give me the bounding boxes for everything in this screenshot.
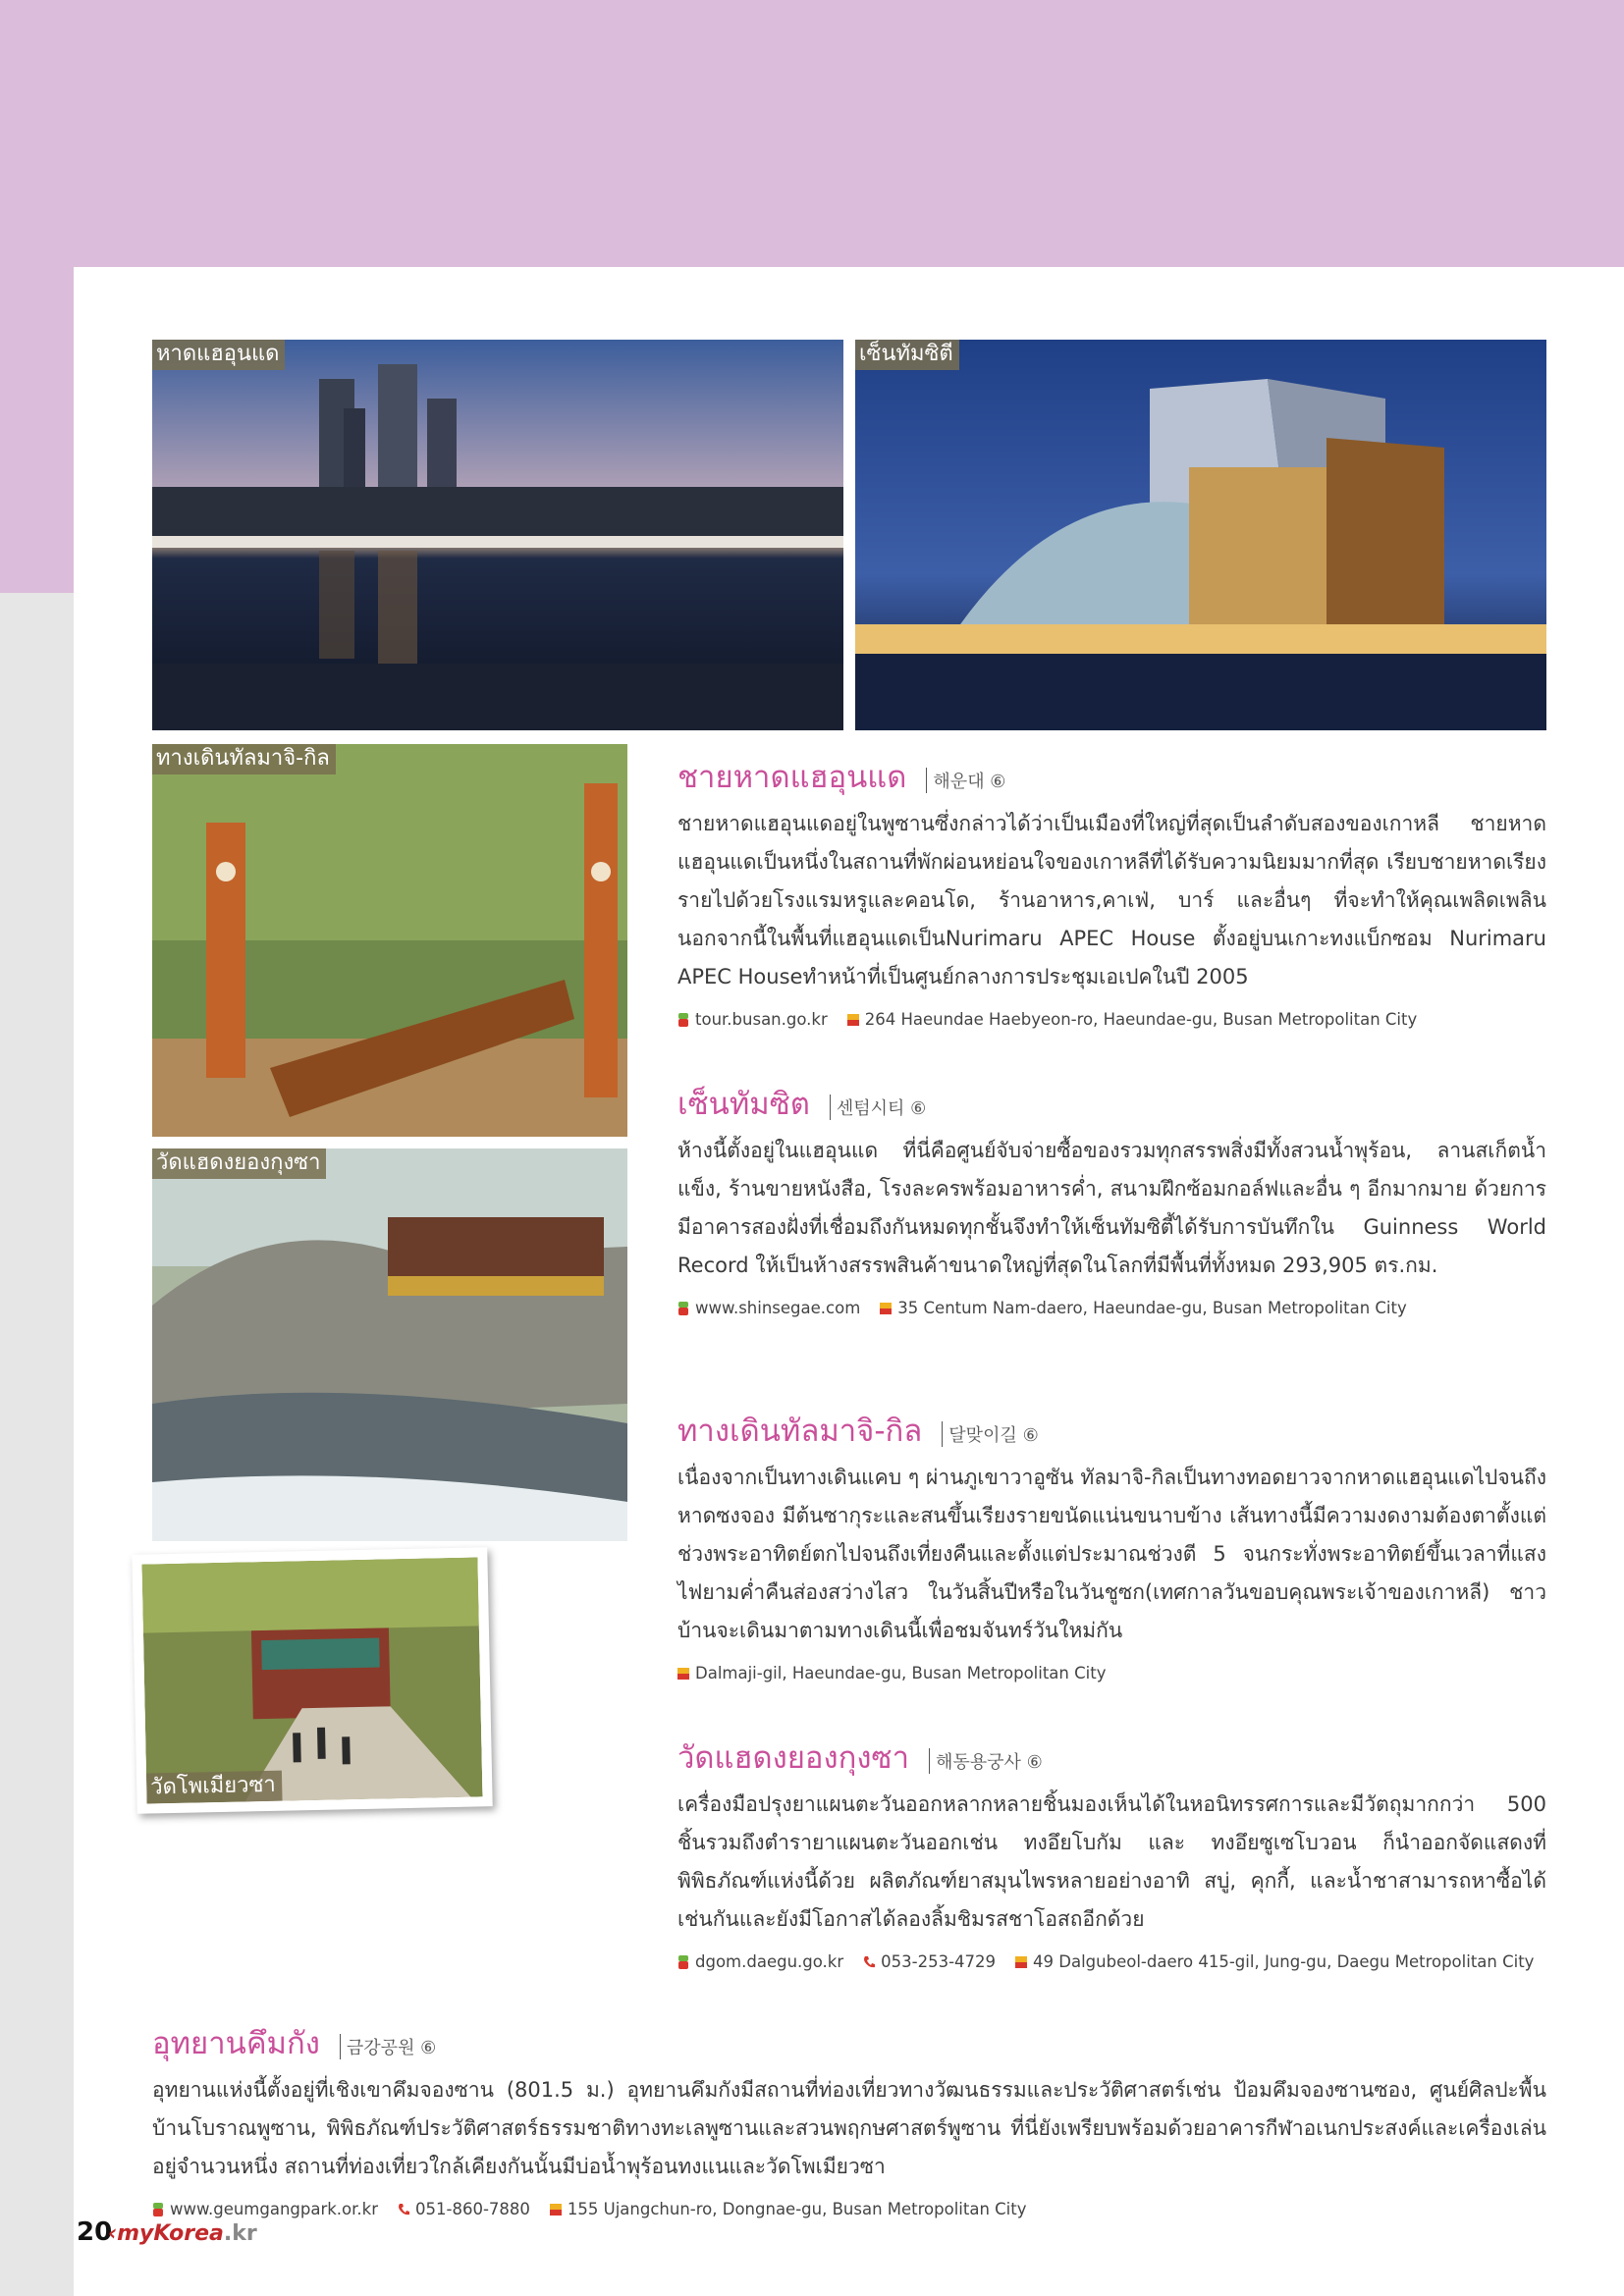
address-text: Dalmaji-gil, Haeundae-gu, Busan Metropolitan City xyxy=(695,1664,1107,1682)
section-title: ชายหาดแฮอุนแด xyxy=(677,760,907,795)
section-body: เครื่องมือปรุงยาแผนตะวันออกหลากหลายชิ้นมองเห็นได้ในหอนิทรรศการและมีวัตถุมากกว่า 500 ชิ้นรวมถึงตำรายาแผนตะวันออกเช่น ทงอึยโบกัม และ ทงอึยซูเซโบวอน ก็นำออกจัดแสดงที่พิพิธภัณฑ์แห่งนี้ด้วย ผลิตภัณฑ์ยาสมุนไพรหลายอย่างอาทิ สบู่, คุกกี้, และน้ำชาสามารถหาซื้อได้เช่นกันและยังมีโอกาสได้ลองลิ้มชิมรสชาโอสถอีกด้วย xyxy=(677,1792,1546,1931)
website-link[interactable]: tour.busan.go.kr xyxy=(695,1010,828,1029)
section-title-row xyxy=(677,1406,1546,1455)
web-info xyxy=(677,1952,843,1971)
haeundae-beach-image xyxy=(152,340,843,730)
centum-city-image xyxy=(855,340,1546,730)
address-icon xyxy=(677,1667,689,1681)
website-icon xyxy=(152,2203,164,2216)
address-text: 264 Haeundae Haebyeon-ro, Haeundae-gu, Busan Metropolitan City xyxy=(864,1010,1418,1029)
section-info xyxy=(152,2200,1546,2218)
address-icon xyxy=(1015,1955,1027,1969)
header-band xyxy=(0,0,1624,267)
address-icon xyxy=(847,1013,859,1027)
section-info xyxy=(677,1952,1546,1971)
phone-icon xyxy=(863,1955,875,1969)
phone-text: 051-860-7880 xyxy=(415,2200,530,2218)
section-korean-name: 달맞이길 ⑥ xyxy=(942,1421,1038,1447)
address-text: 35 Centum Nam-daero, Haeundae-gu, Busan Metropolitan City xyxy=(897,1299,1407,1317)
address-info xyxy=(677,1664,1106,1682)
website-link[interactable]: www.geumgangpark.or.kr xyxy=(170,2200,379,2218)
section-title-row xyxy=(677,1733,1546,1782)
footer-logo xyxy=(108,2221,257,2246)
section-info xyxy=(677,1299,1546,1317)
section-title: อุทยานคึมกัง xyxy=(152,2026,320,2061)
page-number: 20 xyxy=(77,2217,113,2247)
photo-caption: ทางเดินทัลมาจิ-กิล xyxy=(152,744,336,774)
section-body: ห้างนี้ตั้งอยู่ในแฮอุนแด ที่นี่คือศูนย์จับจ่ายซื้อของรวมทุกสรรพสิ่งมีทั้งสวนน้ำพุร้อน, ลานสเก็ตน้ำแข็ง, ร้านขายหนังสือ, โรงละครพร้อมอาหารค่ำ, สนามฝึกซ้อมกอล์ฟและอื่น ๆ อีกมากมาย ด้วยการมีอาคารสองฝั่งที่เชื่อมถึงกันหมดทุกชั้นจึงทำให้เซ็นทัมซิตี้ได้รับการบันทึกใน Guinness World Record ให้เป็นห้างสรรพสินค้าขนาดใหญ่ที่สุดในโลกที่มีพื้นที่ทั้งหมด 293,905 ตร.กม. xyxy=(677,1139,1546,1277)
phone-icon xyxy=(398,2203,409,2216)
section-haedong-temple xyxy=(677,1733,1546,1971)
address-icon xyxy=(880,1302,892,1315)
address-info xyxy=(847,1010,1418,1029)
section-korean-name: 해동용궁사 ⑥ xyxy=(929,1748,1043,1774)
address-text: 155 Ujangchun-ro, Dongnae-gu, Busan Metropolitan City xyxy=(567,2200,1027,2218)
photo-dalmaji-trail xyxy=(152,744,627,1137)
section-korean-name: 해운대 ⑥ xyxy=(926,768,1005,793)
website-icon xyxy=(677,1013,689,1027)
logo-main: ‹myKorea xyxy=(108,2221,224,2246)
section-info xyxy=(677,1010,1546,1029)
web-info xyxy=(152,2200,378,2218)
phone-info xyxy=(398,2200,530,2218)
photo-beomeosa xyxy=(141,1557,482,1803)
photo-caption: เซ็นทัมซิตี xyxy=(855,340,959,370)
section-title-row xyxy=(677,752,1546,801)
section-body: ชายหาดแฮอุนแดอยู่ในพูซานซึ่งกล่าวได้ว่าเป็นเมืองที่ใหญ่ที่สุดเป็นลำดับสองของเกาหลี ชายหาดแฮอุนแดเป็นหนึ่งในสถานที่พักผ่อนหย่อนใจของเกาหลีที่ได้รับความนิยมมากที่สุด เรียบชายหาดเรียงรายไปด้วยโรงแรมหรูและคอนโด, ร้านอาหาร,คาเฟ่, บาร์ และอื่นๆ ที่จะทำให้คุณเพลิดเพลิน นอกจากนี้ในพื้นที่แฮอุนแดเป็นNurimaru APEC House ตั้งอยู่บนเกาะทงแบ็กซอม Nurimaru APEC Houseทำหน้าที่เป็นศูนย์กลางการประชุมเอเปคในปี 2005 xyxy=(677,812,1546,988)
beomeosa-image xyxy=(141,1557,482,1803)
dalmaji-trail-image xyxy=(152,744,627,1137)
phone-text: 053-253-4729 xyxy=(881,1952,997,1971)
section-title-row xyxy=(677,1079,1546,1128)
address-icon xyxy=(550,2203,562,2216)
section-title-row xyxy=(152,2018,1546,2067)
section-info xyxy=(677,1664,1546,1682)
section-geumgang-park xyxy=(152,2018,1546,2218)
web-info xyxy=(677,1299,860,1317)
section-centum-city xyxy=(677,1079,1546,1317)
photo-haedong-temple xyxy=(152,1148,627,1541)
side-band xyxy=(0,267,74,593)
section-dalmaji xyxy=(677,1406,1546,1682)
photo-caption: วัดโพเมียวซา xyxy=(146,1771,282,1804)
website-link[interactable]: www.shinsegae.com xyxy=(695,1299,861,1317)
section-korean-name: 센텀시티 ⑥ xyxy=(830,1095,926,1120)
haedong-temple-image xyxy=(152,1148,627,1541)
website-icon xyxy=(677,1302,689,1315)
photo-beomeosa-frame xyxy=(132,1547,492,1814)
section-title: วัดแฮดงยองกุงซา xyxy=(677,1740,909,1776)
section-body: เนื่องจากเป็นทางเดินแคบ ๆ ผ่านภูเขาวาอูซัน ทัลมาจิ-กิลเป็นทางทอดยาวจากหาดแฮอุนแดไปจนถึงหาดซงจอง มีต้นซากุระและสนขึ้นเรียงรายขนัดแน่นขนาบข้าง เส้นทางนี้มีความงดงามต้องตาตั้งแต่ช่วงพระอาทิตย์ตกไปจนถึงเที่ยงคืนและตั้งแต่ประมาณช่วงตี 5 จนกระทั่งพระอาทิตย์ขึ้นเวลาที่แสงไฟยามค่ำคืนส่องสว่างไสว ในวันสิ้นปีหรือในวันชูซก(เทศกาลวันขอบคุณพระเจ้าของเกาหลี) ชาวบ้านจะเดินมาตามทางเดินนี้เพื่อชมจันทร์วันใหม่กัน xyxy=(677,1466,1546,1642)
section-haeundae xyxy=(677,752,1546,1029)
address-info xyxy=(1015,1952,1534,1971)
address-info xyxy=(550,2200,1027,2218)
photo-caption: หาดแฮอุนแด xyxy=(152,340,285,370)
phone-info xyxy=(863,1952,996,1971)
website-icon xyxy=(677,1955,689,1969)
section-title: เซ็นทัมซิต xyxy=(677,1087,810,1122)
address-text: 49 Dalgubeol-daero 415-gil, Jung-gu, Daegu Metropolitan City xyxy=(1033,1952,1535,1971)
logo-suffix: .kr xyxy=(223,2221,257,2246)
section-body: อุทยานแห่งนี้ตั้งอยู่ที่เชิงเขาคึมจองซาน (801.5 ม.) อุทยานคึมกังมีสถานที่ท่องเที่ยวทางวัฒนธรรมและประวัติศาสตร์เช่น ป้อมคึมจองซานซอง, ศูนย์ศิลปะพื้นบ้านโบราณพูซาน, พิพิธภัณฑ์ประวัติศาสตร์ธรรมชาติทางทะเลพูซานและสวนพฤกษศาสตร์พูซาน ที่นี่ยังเพรียบพร้อมด้วยอาคารกีฬาอเนกประสงค์และเครื่องเล่นอยู่จำนวนหนึ่ง สถานที่ท่องเที่ยวใกล้เคียงกันนั้นมีบ่อน้ำพุร้อนทงแนและวัดโพเมียวซา xyxy=(152,2078,1546,2178)
photo-centum-city xyxy=(855,340,1546,730)
section-korean-name: 금강공원 ⑥ xyxy=(340,2034,436,2059)
photo-haeundae-beach xyxy=(152,340,843,730)
website-link[interactable]: dgom.daegu.go.kr xyxy=(695,1952,844,1971)
address-info xyxy=(880,1299,1406,1317)
web-info xyxy=(677,1010,828,1029)
photo-caption: วัดแฮดงยองกุงซา xyxy=(152,1148,326,1179)
section-title: ทางเดินทัลมาจิ-กิล xyxy=(677,1414,923,1449)
